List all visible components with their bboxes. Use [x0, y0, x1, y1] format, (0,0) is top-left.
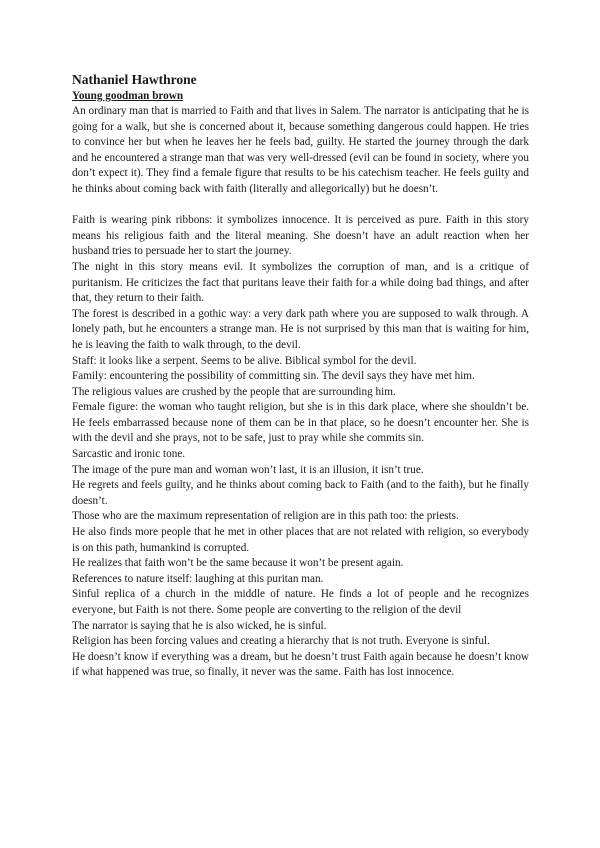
paragraph-priests: Those who are the maximum representation of religion are in this path too: the priests.	[72, 510, 459, 523]
paragraph-tone: Sarcastic and ironic tone.	[72, 448, 186, 461]
paragraph-forest: The forest is described in a gothic way: a very dark path where you are supposed to walk through. A lonely path, but he encounters a strange man. He is not surprised by this man that is waiting for him, he is leaving the faith to walk through, to the devil.	[72, 307, 529, 351]
paragraph-nature: References to nature itself: laughing at this puritan man.	[72, 572, 324, 585]
document-title: Nathaniel Hawthrone	[72, 72, 197, 87]
paragraph-church-replica: Sinful replica of a church in the middle of nature. He finds a lot of people and he recognizes everyone, but Faith is not there. Some people are converting to the religion of the devil	[72, 588, 529, 616]
paragraph-night: The night in this story means evil. It symbolizes the corruption of man, and is a critique of puritanism. He criticizes the fact that puritans leave their faith for a while doing bad things, and after that, they return to their faith.	[72, 260, 529, 305]
paragraph-staff: Staff: it looks like a serpent. Seems to be alive. Biblical symbol for the devil.	[72, 354, 417, 367]
paragraph-intro: An ordinary man that is married to Faith and that lives in Salem. The narrator is anticipating that he is going for a walk, but she is concerned about it, because something dangerous could happen. He tries to convince her but when he leaves her he feels bad, guilty. He started the journey through the dark and he encountered a strange man that was very well-dressed (evil can be found in society, where you don’t expect it). They find a female figure that results to be his catechism teacher. He feels guilty and he thinks about coming back with faith (literally and allegorically) but he doesn’t.	[72, 105, 529, 195]
paragraph-hierarchy: Religion has been forcing values and creating a hierarchy that is not truth. Everyone is sinful.	[72, 635, 490, 648]
document-page	[72, 71, 529, 681]
paragraph-faith-change: He realizes that faith won’t be the same because it won’t be present again.	[72, 557, 404, 570]
paragraph-female-figure: Female figure: the woman who taught religion, but she is in this dark place, where she shouldn’t be. He feels embarrassed because none of them can be in that place, so he doesn’t encounter her. She is with the devil and she prays, not to be safe, just to pray while she commits sin.	[72, 401, 529, 445]
paragraph-dream: He doesn’t know if everything was a dream, but he doesn’t trust Faith again because he doesn’t know if what happened was true, so finally, it never was the same. Faith has lost innocence.	[72, 650, 529, 679]
paragraph-family: Family: encountering the possibility of committing sin. The devil says they have met him.	[72, 370, 475, 383]
document-subtitle: Young goodman brown	[72, 90, 184, 102]
paragraph-pure-image: The image of the pure man and woman won’t last, it is an illusion, it isn’t true.	[72, 463, 424, 476]
paragraph-spacer	[72, 198, 529, 214]
paragraph-religious-values: The religious values are crushed by the people that are surrounding him.	[72, 385, 396, 398]
paragraph-regret: He regrets and feels guilty, and he thinks about coming back to Faith (and to the faith), but he finally doesn’t.	[72, 479, 529, 507]
paragraph-humankind: He also finds more people that he met in other places that are not related with religion, so everybody is on this path, humankind is corrupted.	[72, 526, 529, 554]
paragraph-narrator: The narrator is saying that he is also wicked, he is sinful.	[72, 619, 327, 632]
paragraph-faith: Faith is wearing pink ribbons: it symbolizes innocence. It is perceived as pure. Faith in this story means his religious faith and the literal meaning. She doesn’t have an adult reaction when her husband tries to persuade her to start the journey.	[72, 214, 529, 258]
